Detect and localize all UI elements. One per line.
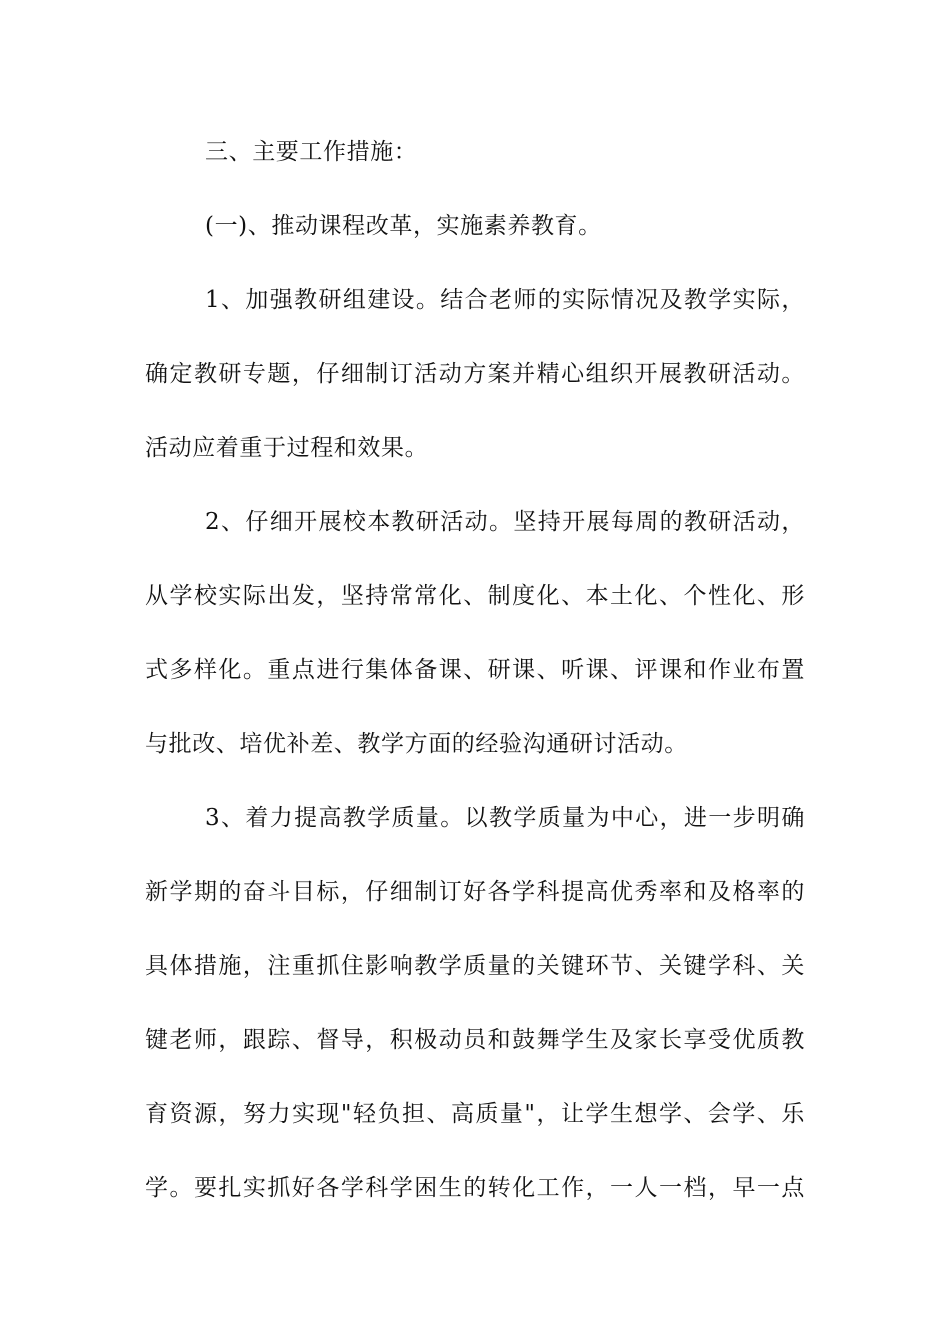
paragraph-1-line-2: 确定教研专题，仔细制订活动方案并精心组织开展教研活动。 (145, 361, 805, 387)
paragraph-1-line-3: 活动应着重于过程和效果。 (145, 435, 429, 461)
paragraph-2-line-3: 式多样化。重点进行集体备课、研课、听课、评课和作业布置 (145, 657, 805, 683)
paragraph-1-line-1: 1、加强教研组建设。结合老师的实际情况及教学实际， (205, 287, 805, 313)
paragraph-3-line-1: 3、着力提高教学质量。以教学质量为中心，进一步明确 (205, 805, 805, 831)
paragraph-2-line-2: 从学校实际出发，坚持常常化、制度化、本土化、个性化、形 (145, 583, 805, 609)
paragraph-3-line-6: 学。要扎实抓好各学科学困生的转化工作，一人一档，早一点 (145, 1175, 805, 1201)
paragraph-3-line-3: 具体措施，注重抓住影响教学质量的关键环节、关键学科、关 (145, 953, 805, 979)
subsection-heading: (一)、推动课程改革，实施素养教育。 (205, 213, 602, 239)
paragraph-3-line-4: 键老师，跟踪、督导，积极动员和鼓舞学生及家长享受优质教 (145, 1027, 805, 1053)
paragraph-3-line-2: 新学期的奋斗目标，仔细制订好各学科提高优秀率和及格率的 (145, 879, 805, 905)
paragraph-2-line-1: 2、仔细开展校本教研活动。坚持开展每周的教研活动， (205, 509, 805, 535)
section-heading: 三、主要工作措施： (205, 139, 418, 165)
paragraph-2-line-4: 与批改、培优补差、教学方面的经验沟通研讨活动。 (145, 731, 688, 757)
paragraph-3-line-5: 育资源，努力实现"轻负担、高质量"，让学生想学、会学、乐 (145, 1101, 805, 1127)
